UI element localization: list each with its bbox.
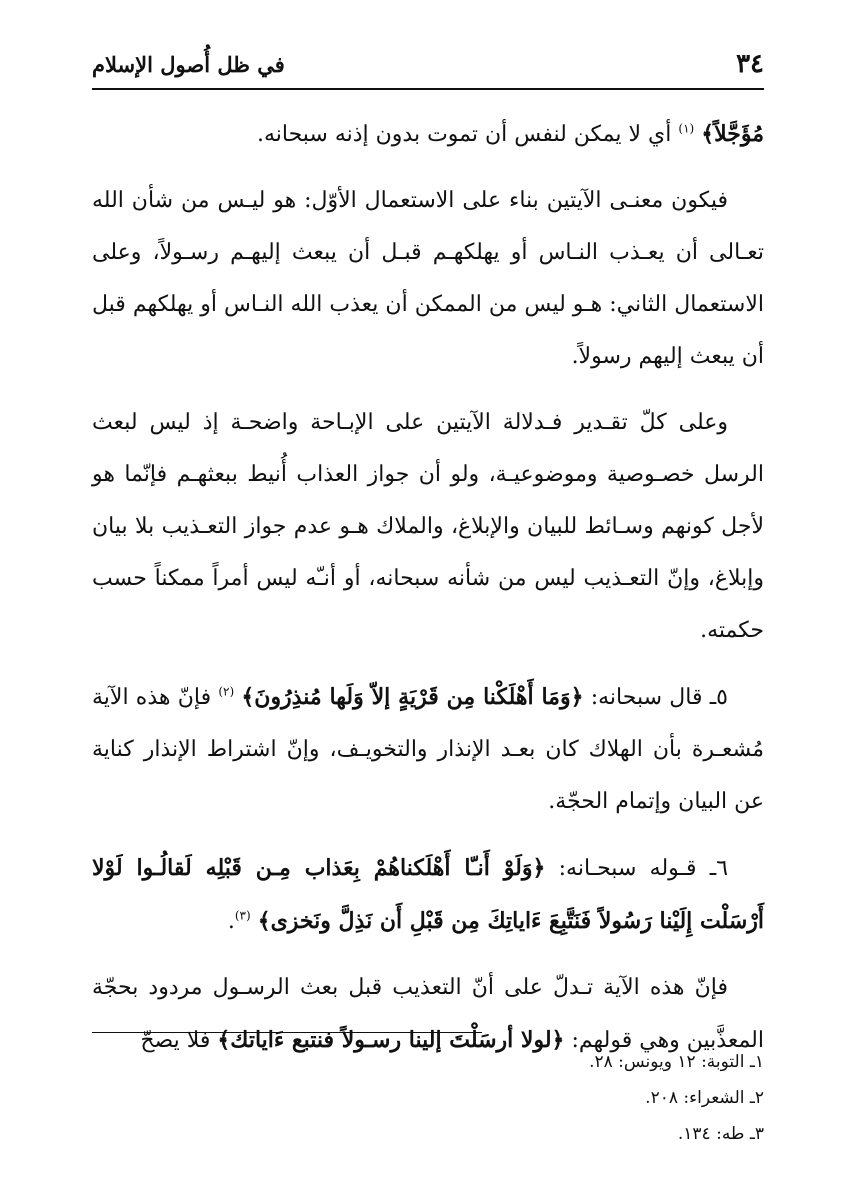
paragraph-text: فإنّ هذه الآية تـدلّ على أنّ التعذيب قبل بعث الرسـول مردود بحجّة المعذَّبين وهي قولهم: <box>92 975 764 1053</box>
footnote-3: ٣ـ طه: ١٣٤. <box>677 1124 764 1144</box>
header-divider <box>92 88 764 90</box>
paragraph-text: فإنّ هذه الآية مُشعـرة بأن الهلاك كان بعـد الإنذار والتخويـف، وإنّ اشتراط الإنذار كناية عن البيان وإتمام الحجّة. <box>92 685 765 814</box>
paragraph <box>92 175 764 383</box>
page-body <box>92 108 764 1081</box>
footnotes <box>364 1044 764 1152</box>
page-number: ٣٤ <box>736 49 764 79</box>
footnote-1: ١ـ التوبة: ١٢ ويونس: ٢٨. <box>589 1052 764 1072</box>
footnote-ref: (١) <box>678 121 695 136</box>
numbered-paragraph <box>92 671 764 828</box>
quran-fragment: مُؤَجَّلاً﴾ <box>701 121 764 147</box>
paragraph-text: وعلى كلّ تقـدير فـدلالة الآيتين على الإبـاحة واضحـة إذ ليس لبعث الرسل خصـوصية وموضوعيـة، ولو أن جواز العذاب أُنيط ببعثهـم فإنّما هو لأجل كونهم وسـائط للبيان والإبلاغ، والملاك هـو عدم جواز التعـذيب بلا بيان وإبلاغ، وإنّ التعـذيب ليس من شأنه سبحانه، أو أنـّه ليس أمراً ممكناً حسب حكمته. <box>92 410 764 643</box>
paragraph-lead: ٥ـ قال سبحانه: <box>590 685 728 710</box>
quran-verse: ﴿وَمَا أَهْلَكْنا مِن قَرْيَةٍ إلاّ وَلَها مُنذِرُونَ﴾ <box>241 684 584 710</box>
footnote-ref: (٣) <box>234 908 251 923</box>
footnote-2: ٢ـ الشعراء: ٢٠٨. <box>645 1088 764 1108</box>
paragraph-continuation <box>92 108 764 161</box>
footnote-ref: (٢) <box>218 684 235 699</box>
numbered-paragraph <box>92 842 764 948</box>
page-header <box>92 44 764 84</box>
paragraph-text: أي لا يمكن لنفس أن تموت بدون إذنه سبحانه. <box>256 122 672 147</box>
running-title: في ظل أُصول الإسلام <box>92 51 285 77</box>
paragraph <box>92 397 764 657</box>
quran-quote: ﴿لولا أرسَلْتَ إلينا رسـولاً فنتبع ءَاياتك﴾ <box>217 1027 565 1053</box>
paragraph-text-after: فلا يصحّ <box>140 1028 211 1053</box>
paragraph-text: . <box>227 909 235 934</box>
quran-verse: ﴿وَلَوْ أَنـّا أَهْلَكناهُمْ بِعَذاب مِـن قَبْلِه لَقالُـوا لَوْلا أَرْسَلْت إِلَيْنا رَسُولاً فَنَتَّبِعَ ءَاياتِكَ مِن قَبْلِ أَن نَذِلَّ ونَخزى﴾ <box>92 855 764 934</box>
paragraph-lead: ٦ـ قـوله سبحـانه: <box>558 856 729 881</box>
footnote-divider <box>92 1032 482 1033</box>
paragraph-text: فيكون معنـى الآيتين بناء على الاستعمال الأوّل: هو ليـس من شأن الله تعـالى أن يعـذب النـاس أو يهلكهـم قبـل أن يبعث إليهـم رسـولاً، وعلى الاستعمال الثاني: هـو ليس من الممكن أن يعذب الله النـاس أو يهلكهم قبل أن يبعث إليهم رسولاً. <box>92 188 764 369</box>
